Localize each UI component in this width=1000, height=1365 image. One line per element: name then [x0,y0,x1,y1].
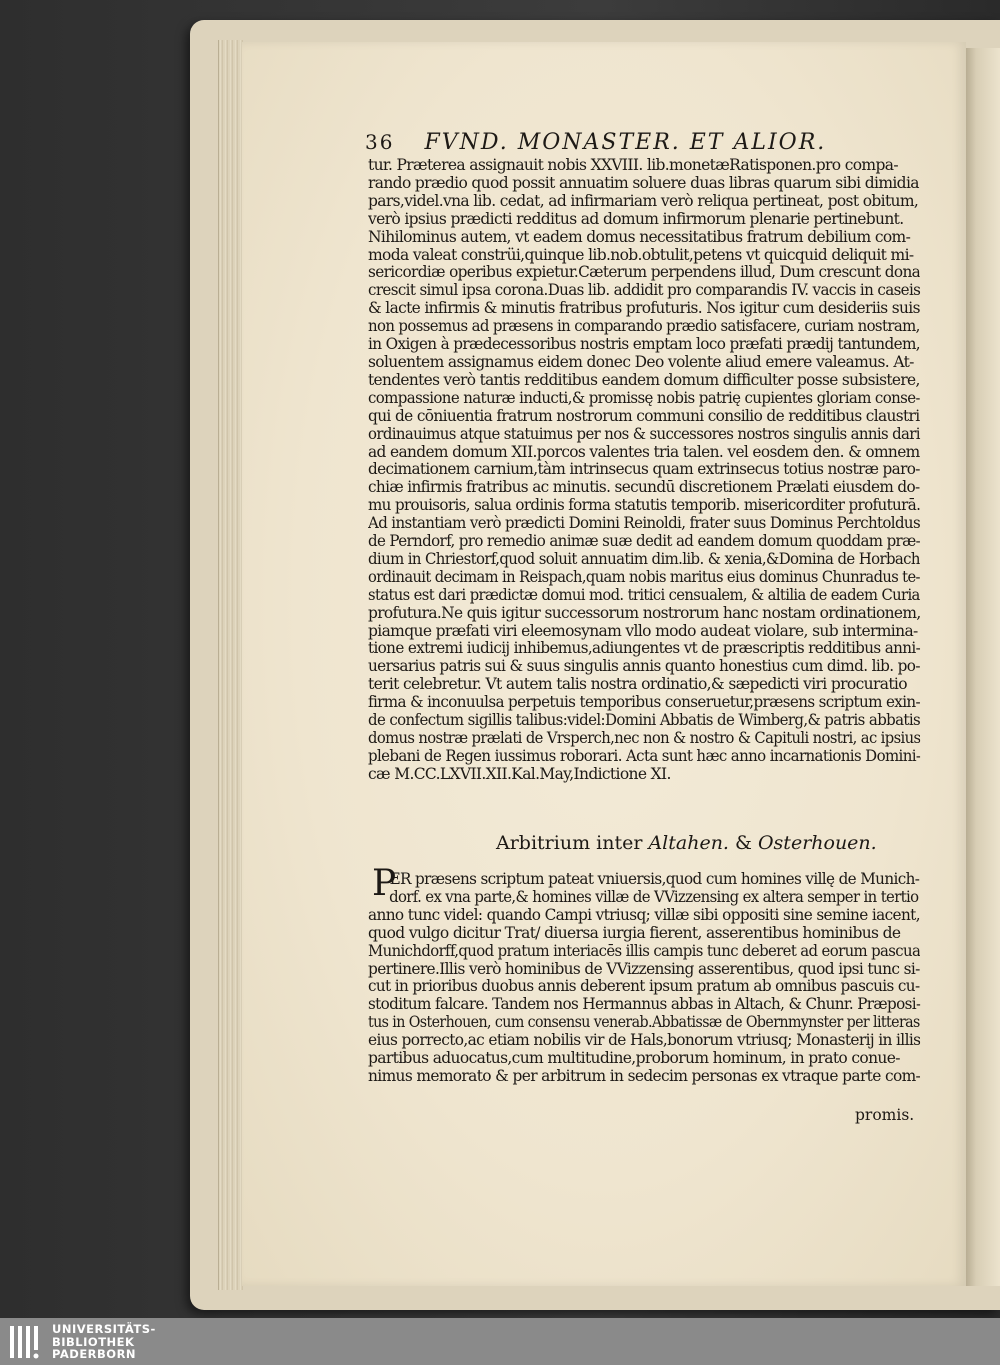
text-line: uersarius patris sui & suus singulis annis quanto honestius cum dimd. lib. po- [368,658,920,676]
text-line: anno tunc videl: quando Campi vtriusq; villæ sibi oppositi sine semine iacent, [368,906,920,924]
text-line: sericordiæ operibus expietur.Cæterum perpendens illud, Dum crescunt dona [368,264,920,282]
library-name-line-1: UNIVERSITÄTS- [52,1322,156,1336]
text-line: moda valeat constrüi,quinque lib.nob.obtulit,petens vt quicquid deliquit mi- [368,246,914,264]
text-line: verò ipsius prædicti redditus ad domum infirmorum plenarie pertinebunt. [368,210,904,228]
text-line: status est dari prædictæ domui mod. tritici censualem, & altilia de eadem Curia [368,586,920,604]
text-line: terit celebretur. Vt autem talis nostra ordinatio,& sæpedicti viri procuratio [368,676,907,694]
text-line: de confectum sigillis talibus:videl:Domini Abbatis de Wimberg,& patris abbatis [368,712,921,730]
text-line: stoditum falcare. Tandem nos Hermannus abbas in Altach, & Chunr. Præposi- [368,996,921,1014]
page-number: 36 [365,130,395,154]
text-line: domus nostræ prælati de Vrsperch,nec non & nostro & Capituli nostri, ac ipsius [368,730,921,747]
text-line: rando prædio quod possit annuatim soluere duas libras quarum sibi dimidia [368,174,919,192]
text-line: in Oxigen à prædecessoribus nostris emptam loco præfati prædij tantundem, [368,336,921,354]
text-line: eius porrecto,ac etiam nobilis vir de Hals,bonorum vtriusq; Monasterij in illis [368,1032,921,1050]
library-name-line-2: BIBLIOTHEK [52,1334,135,1349]
text-line: tur. Præterea assignauit nobis XXVIII. lib.monetæRatisponen.pro compa- [368,157,898,174]
text-line: pertinere.Illis verò hominibus de VVizzensing asserentibus, quod ipsi tunc si- [368,960,920,978]
catchword: promis. [855,1106,915,1124]
text-line: Nihilominus autem, vt eadem domus necessitatibus fratrum debilium com- [368,228,911,246]
text-line: tus in Osterhouen, cum consensu venerab.Abbatissæ de Obernmynster per litteras [368,1014,920,1032]
text-line: nimus memorato & per arbitrum in sedecim personas ex vtraque parte com- [368,1067,921,1085]
text-line: partibus aduocatus,cum multitudine,proborum hominum, in prato conue- [368,1050,900,1068]
library-name-line-3: PADERBORN [52,1347,137,1361]
section-heading [496,832,877,854]
text-line: soluentem assignamus eidem donec Deo volente aliud emere valeamus. At- [368,353,914,371]
text-line: pars,videl.vna lib. cedat, ad infirmariam verò reliqua pertineat, post obitum, [368,192,919,210]
text-line: ER præsens scriptum pateat vniuersis,quod cum homines villę de Munich- [389,871,920,888]
text-line: compassione naturæ inducti,& promissę nobis patrię cupientes gloriam conse- [368,389,920,407]
running-head [365,130,865,160]
text-line: de Perndorf, pro remedio animæ suæ dedit ad eandem domum quoddam præ- [368,533,920,551]
text-line: profutura.Ne quis igitur successorum nostrorum hanc nostam ordinationem, [368,604,921,622]
text-line: Ad instantiam verò prædicti Domini Reinoldi, frater suus Dominus Perchtoldus [368,515,921,533]
text-line: cæ M.CC.LXVII.XII.Kal.May,Indictione XI. [368,765,671,783]
text-line: plebani de Regen iussimus roborari. Acta sunt hæc anno incarnationis Domini- [368,747,921,765]
text-line: non possemus ad præsens in comparando prædio satisfacere, curiam nostram, [368,318,920,336]
text-line: decimationem carnium,tàm intrinsecus quam extrinsecus totius nostræ paro- [368,461,920,479]
library-name [52,1323,156,1361]
text-line: dium in Chriestorf,quod soluit annuatim dim.lib. & xenia,&Domina de Horbach [368,550,920,568]
library-logo-icon [8,1322,44,1362]
text-line: qui de cōniuentia fratrum nostrorum communi consilio de redditibus claustri [368,407,920,425]
page-edges [218,40,243,1290]
section-text [368,871,920,1086]
text-line: dorf. ex vna parte,& homines villæ de VVizzensing ex altera semper in tertio [389,888,919,906]
text-line: chiæ infirmis fratribus ac minutis. secundū discretionem Prælati eiusdem do- [368,479,920,497]
text-line: ordinauit decimam in Reispach,quam nobis maritus eius dominus Chunradus te- [368,568,920,586]
text-line: tione extremi iudicij inhibemus,adiungentes vt de præscriptis redditibus anni- [368,640,921,658]
text-line: Munichdorff,quod pratum interiacēs illis campis tunc deberet ad eorum pascua [368,942,920,960]
heading-prefix: Arbitrium inter [496,832,649,854]
heading-place-2: Osterhouen. [757,832,877,854]
text-line: tendentes verò tantis redditibus eandem domum difficulter posse subsistere, [368,371,920,389]
running-title: FVND. MONASTER. ET ALIOR. [424,130,827,155]
text-line: mu prouisoris, salua ordinis forma statutis temporib. misericorditer profuturā. [368,497,921,515]
text-line: quod vulgo dicitur Trat/ diuersa iurgia fierent, asserentibus hominibus de [368,924,901,942]
body-text [368,157,920,784]
text-line: cut in prioribus duobus annis deberent ipsum pratum ab omnibus pascuis cu- [368,978,920,996]
heading-conjunction: & [728,832,758,854]
text-line: ordinauimus atque statuimus per nos & successores nostros singulis annis dari [368,425,920,443]
text-line: firma & inconuulsa perpetuis temporibus conseruetur,præsens scriptum exin- [368,694,921,712]
library-footer [0,1318,1000,1365]
text-line: crescit simul ipsa corona.Duas lib. addidit pro comparandis IV. vaccis in caseis [368,282,921,300]
text-line: ad eandem domum XII.porcos valentes tria talen. vel eosdem den. & omnem [368,443,920,461]
heading-place-1: Altahen. [648,832,729,854]
text-line: & lacte infirmis & minutis fratribus profuturis. Nos igitur cum desideriis suis [368,300,920,318]
facing-page-edge [966,48,1000,1286]
text-line: piamque præfati viri eleemosynam vllo modo audeat violare, sub intermina- [368,622,918,640]
drop-capital: P [372,863,397,904]
